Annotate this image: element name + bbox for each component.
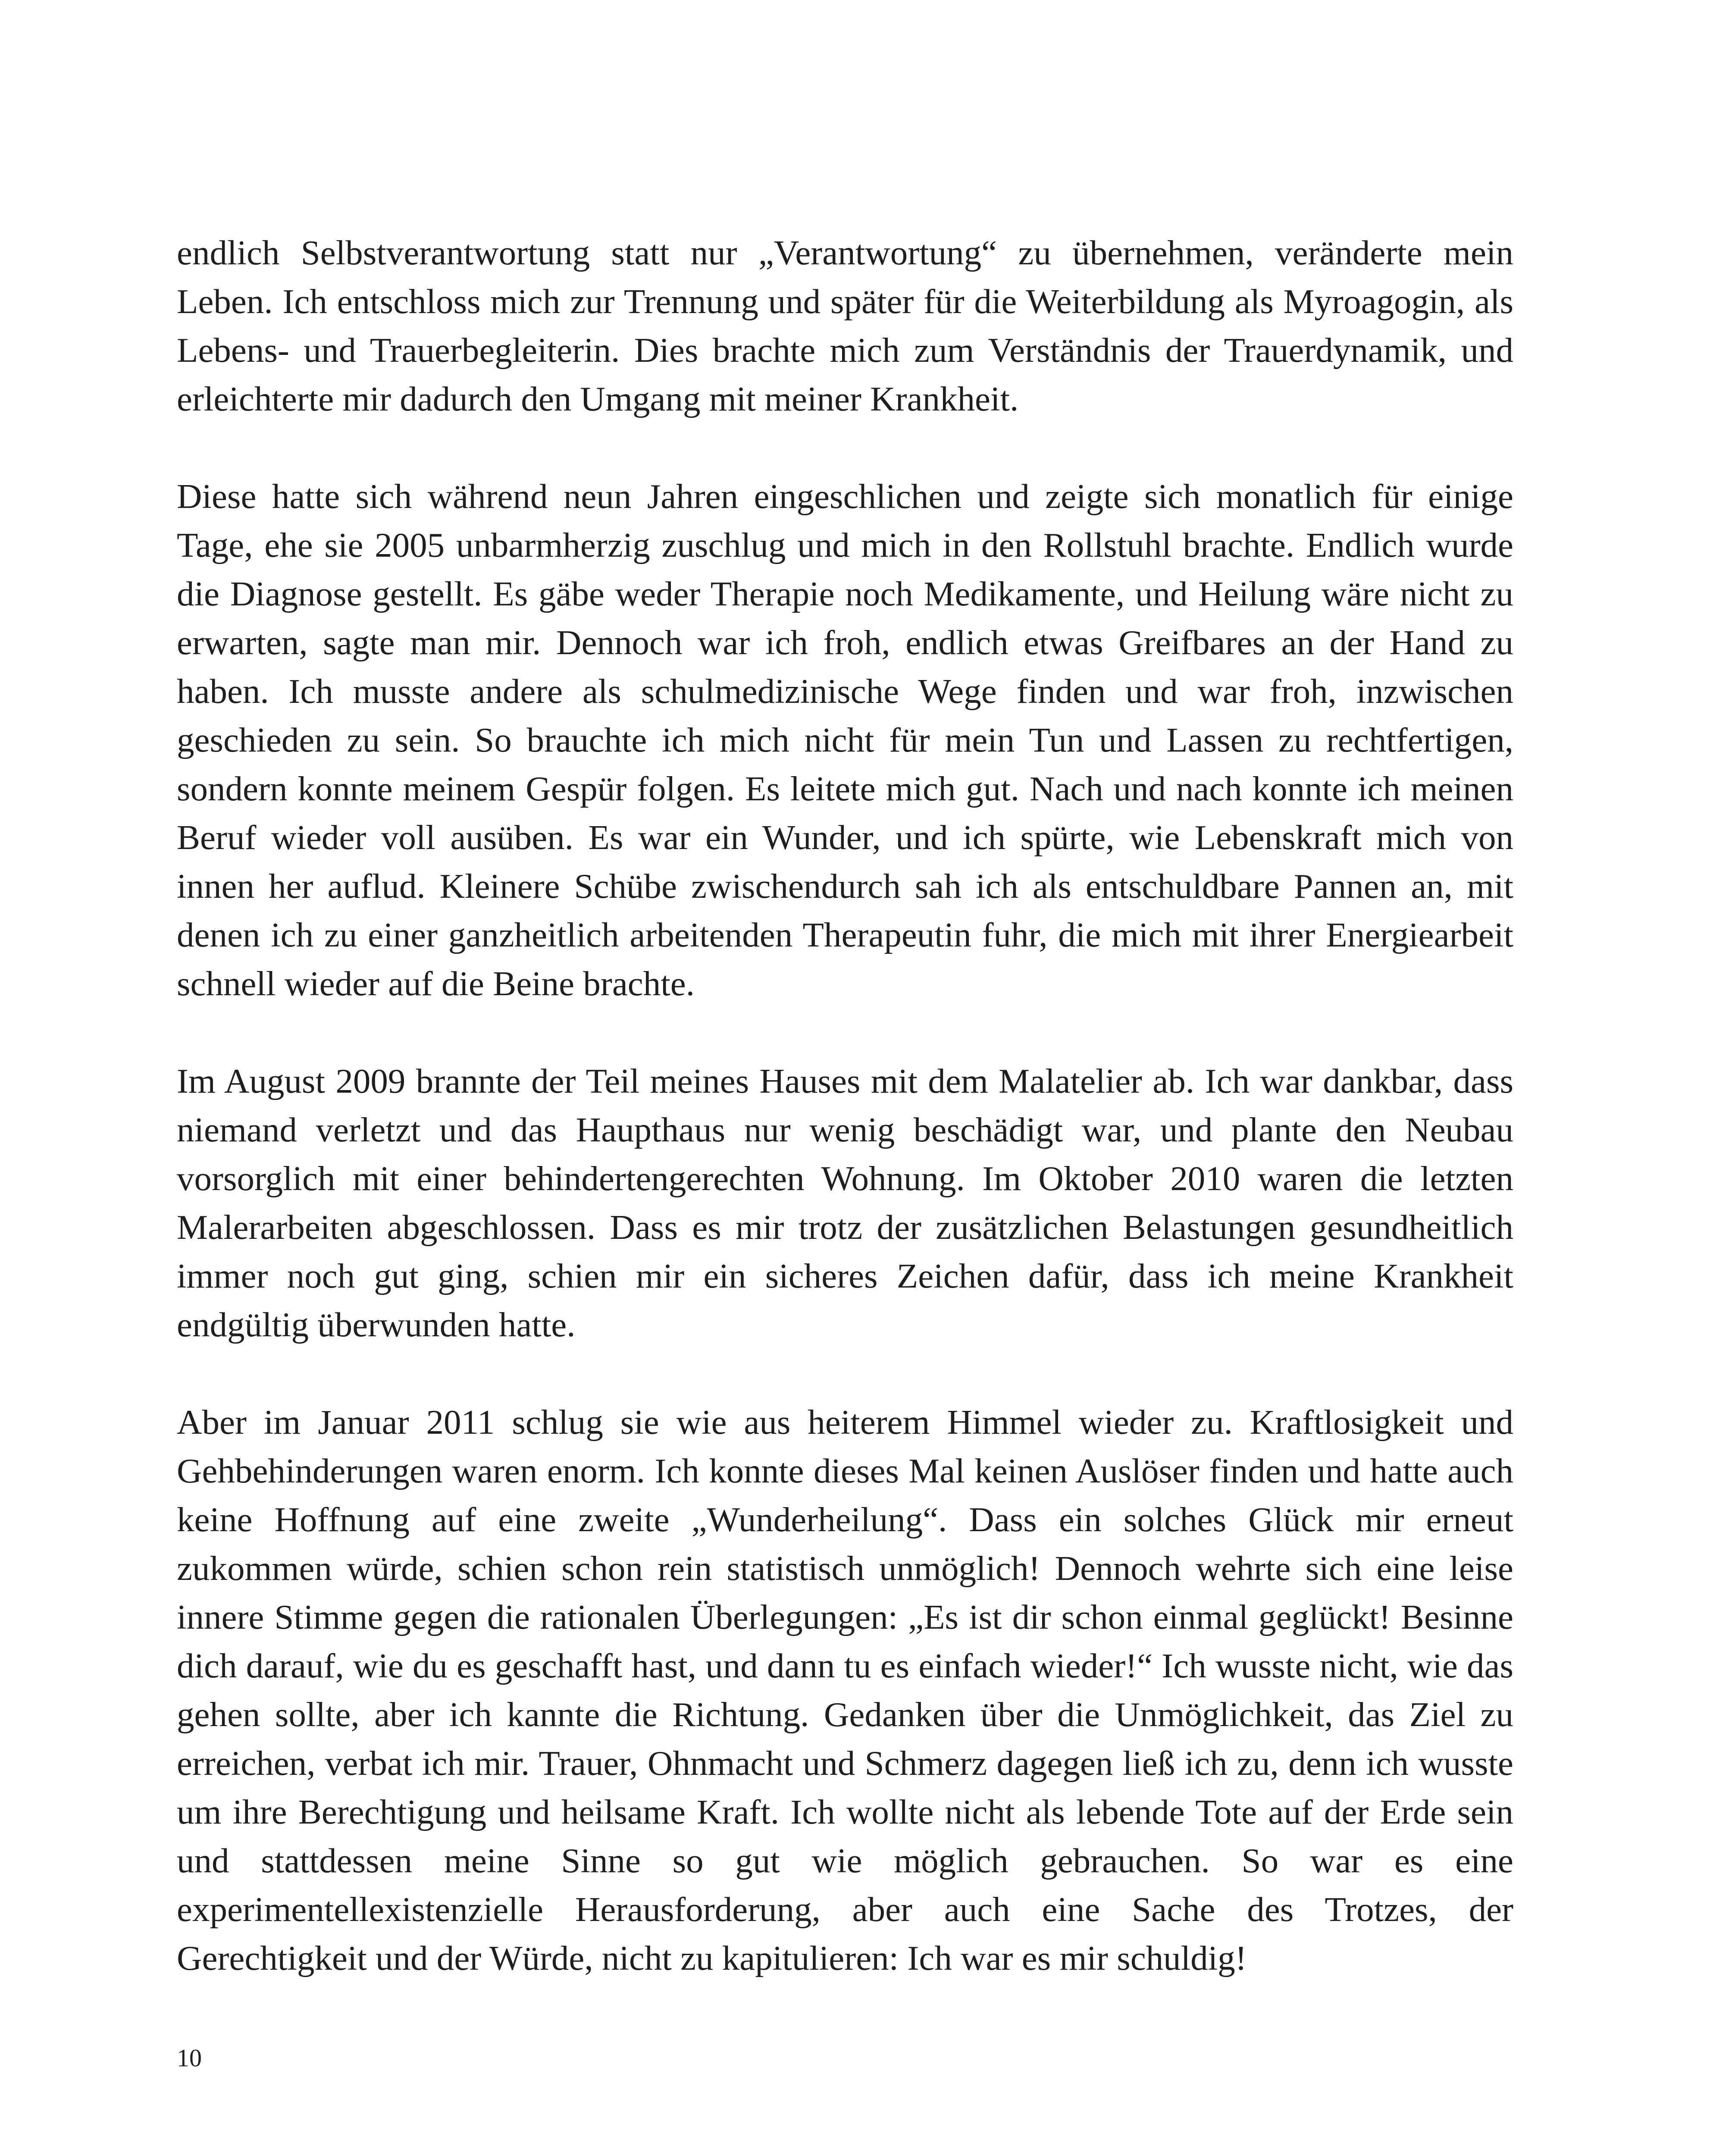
paragraph-3: Im August 2009 brannte der Teil meines Hauses mit dem Malatelier ab. Ich war dankbar, dass niemand verletzt und das Haupthaus nur wenig beschädigt war, und plante den Neubau vorsorglich mit einer behindertengerechten Wohnung. Im Oktober 2010 waren die letzten Malerarbeiten abgeschlossen. Dass es mir trotz der zusätzlichen Belastungen gesundheitlich immer noch gut ging, schien mir ein sicheres Zeichen dafür, dass ich meine Krankheit endgültig überwunden hatte. xyxy=(177,1062,1513,1344)
page-number: 10 xyxy=(177,2044,202,2072)
paragraph-4: Aber im Januar 2011 schlug sie wie aus heiterem Himmel wieder zu. Kraftlosigkeit und Gehbehinderungen waren enorm. Ich konnte dieses Mal keinen Auslöser finden und hatte auch keine Hoffnung auf eine zweite „Wunderheilung“. Dass ein solches Glück mir erneut zukommen würde, schien schon rein statistisch unmöglich! Dennoch wehrte sich eine leise innere Stimme gegen die rationalen Überlegungen: „Es ist dir schon einmal geglückt! Besinne dich darauf, wie du es geschafft hast, und dann tu es einfach wieder!“ Ich wusste nicht, wie das gehen sollte, aber ich kannte die Richtung. Gedanken über die Unmöglichkeit, das Ziel zu erreichen, verbat ich mir. Trauer, Ohnmacht und Schmerz dagegen ließ ich zu, denn ich wusste um ihre Berechtigung und heilsame Kraft. Ich wollte nicht als lebende Tote auf der Erde sein und stattdessen meine Sinne so gut wie möglich gebrauchen. So war es eine experimentellexistenzielle Herausforderung, aber auch eine Sache des Trotzes, der Gerechtigkeit und der Würde, nicht zu kapitulieren: Ich war es mir schuldig! xyxy=(177,1403,1513,1977)
paragraph-1: endlich Selbstverantwortung statt nur „Verantwortung“ zu übernehmen, veränderte mein Leben. Ich entschloss mich zur Trennung und später für die Weiterbildung als Myroagogin, als Lebens- und Trauerbegleiterin. Dies brachte mich zum Verständnis der Trauerdynamik, und erleichterte mir dadurch den Umgang mit meiner Krankheit. xyxy=(177,233,1513,418)
paragraph-2: Diese hatte sich während neun Jahren eingeschlichen und zeigte sich monatlich für einige Tage, ehe sie 2005 unbarmherzig zuschlug und mich in den Rollstuhl brachte. Endlich wurde die Diagnose gestellt. Es gäbe weder Therapie noch Medikamente, und Heilung wäre nicht zu erwarten, sagte man mir. Dennoch war ich froh, endlich etwas Greifbares an der Hand zu haben. Ich musste andere als schulmedizinische Wege finden und war froh, inzwischen geschieden zu sein. So brauchte ich mich nicht für mein Tun und Lassen zu rechtfertigen, sondern konnte meinem Gespür folgen. Es leitete mich gut. Nach und nach konnte ich meinen Beruf wieder voll ausüben. Es war ein Wunder, und ich spürte, wie Lebenskraft mich von innen her auflud. Kleinere Schübe zwischendurch sah ich als entschuldbare Pannen an, mit denen ich zu einer ganzheitlich arbeitenden Therapeutin fuhr, die mich mit ihrer Energiearbeit schnell wieder auf die Beine brachte. xyxy=(177,477,1513,1003)
body-text xyxy=(177,229,1513,1983)
